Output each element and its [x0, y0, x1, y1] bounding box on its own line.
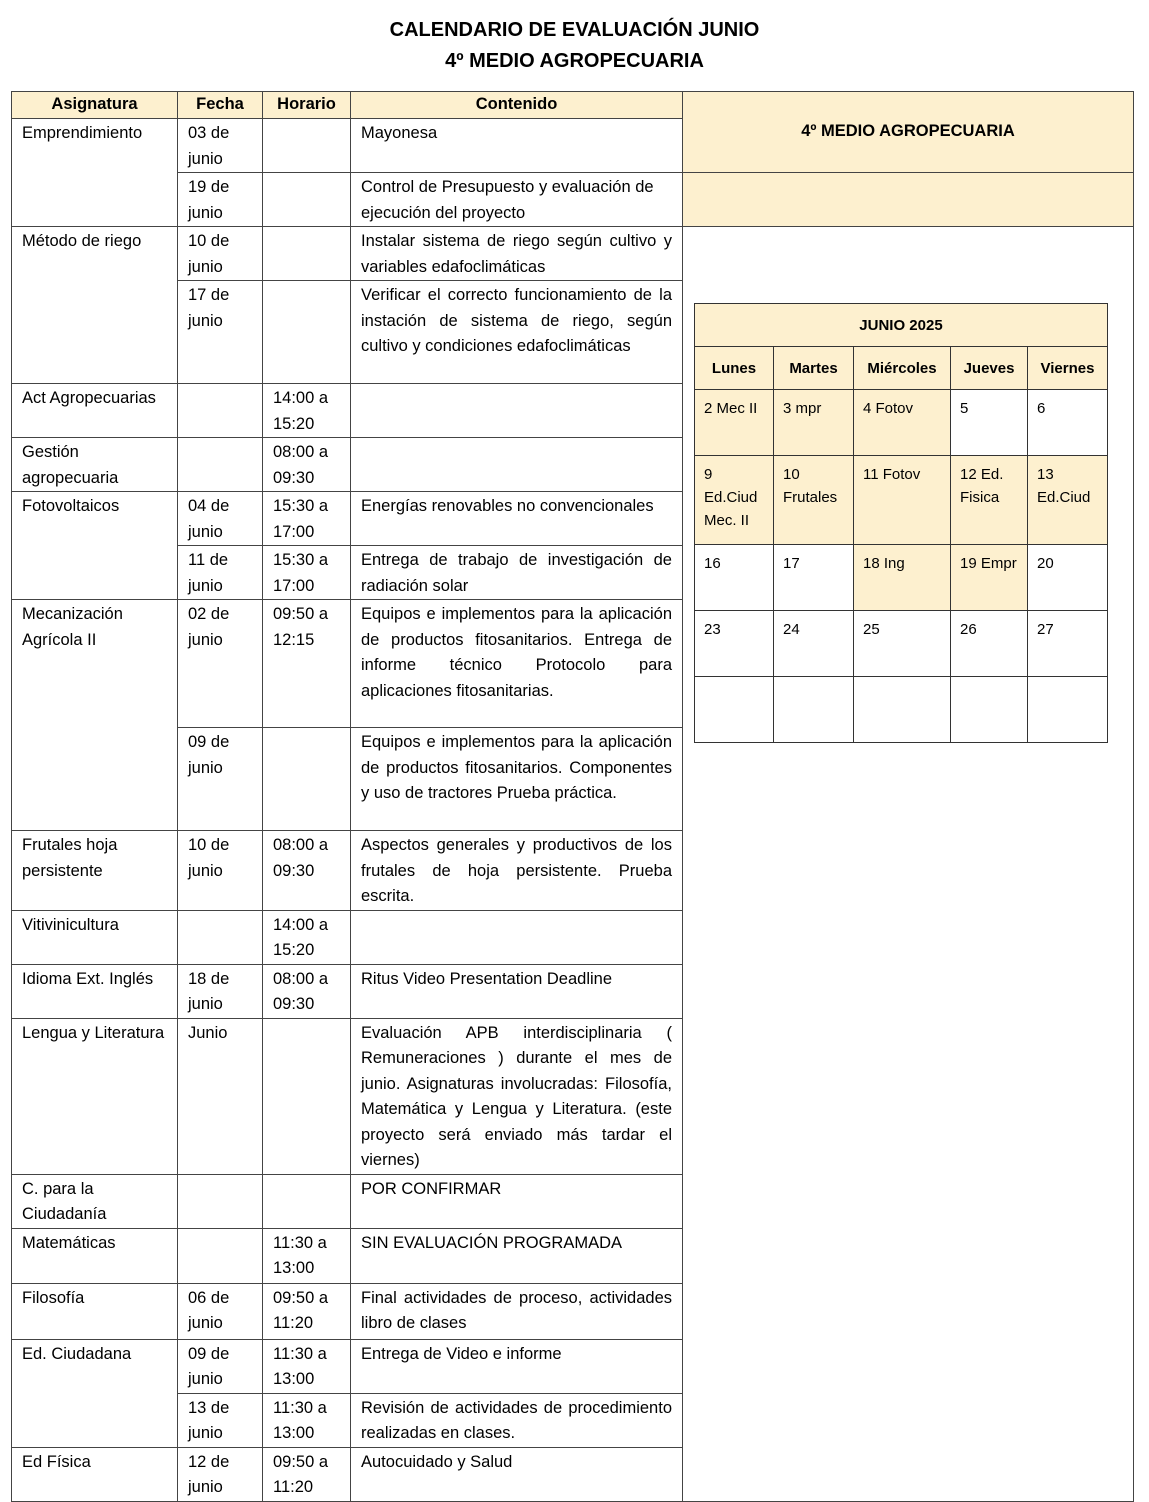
cell-contenido: Energías renovables no convencionales	[351, 492, 683, 546]
calendar-day-cell: 18 Ing	[854, 545, 951, 611]
header-fecha: Fecha	[178, 92, 263, 119]
side-header: 4º MEDIO AGROPECUARIA	[683, 92, 1134, 173]
cell-asignatura: C. para la Ciudadanía	[12, 1174, 178, 1228]
cell-fecha: 12 de junio	[178, 1447, 263, 1501]
cell-contenido: Equipos e implementos para la aplicación de productos fitosanitarios. Componentes y uso de tractores Prueba práctica.	[351, 728, 683, 831]
day-header: Lunes	[695, 347, 774, 390]
cell-asignatura: Vitivinicultura	[12, 910, 178, 964]
cell-fecha	[178, 384, 263, 438]
calendar-day-cell	[854, 677, 951, 743]
cell-horario: 09:50 a 12:15	[263, 600, 351, 728]
cell-contenido: Entrega de trabajo de investigación de radiación solar	[351, 546, 683, 600]
cell-fecha: 09 de junio	[178, 728, 263, 831]
cell-horario: 15:30 a 17:00	[263, 492, 351, 546]
day-header: Viernes	[1028, 347, 1108, 390]
cell-contenido: Instalar sistema de riego según cultivo y variables edafoclimáticas	[351, 227, 683, 281]
cell-fecha: 09 de junio	[178, 1339, 263, 1393]
cell-horario: 08:00 a 09:30	[263, 438, 351, 492]
cell-fecha	[178, 1174, 263, 1228]
cell-contenido	[351, 384, 683, 438]
cell-asignatura: Filosofía	[12, 1283, 178, 1339]
calendar-day-cell: 25	[854, 611, 951, 677]
cell-contenido: Autocuidado y Salud	[351, 1447, 683, 1501]
cell-asignatura: Frutales hoja persistente	[12, 831, 178, 911]
cell-horario: 14:00 a 15:20	[263, 910, 351, 964]
calendar-day-cell: 27	[1028, 611, 1108, 677]
cell-horario	[263, 281, 351, 384]
calendar-day-cell: 11 Fotov	[854, 456, 951, 545]
calendar-day-cell: 16	[695, 545, 774, 611]
calendar-day-cell	[1028, 677, 1108, 743]
calendar-day-cell	[951, 677, 1028, 743]
cell-horario	[263, 1174, 351, 1228]
cell-horario: 11:30 a 13:00	[263, 1228, 351, 1283]
cell-horario	[263, 227, 351, 281]
cell-contenido: POR CONFIRMAR	[351, 1174, 683, 1228]
cell-fecha	[178, 910, 263, 964]
cell-fecha: 13 de junio	[178, 1393, 263, 1447]
day-header: Miércoles	[854, 347, 951, 390]
cell-fecha	[178, 438, 263, 492]
calendar-day-cell: 24	[774, 611, 854, 677]
calendar-day-cell: 6	[1028, 390, 1108, 456]
calendar-day-cell: 4 Fotov	[854, 390, 951, 456]
cell-contenido: Revisión de actividades de procedimiento realizadas en clases.	[351, 1393, 683, 1447]
cell-horario: 11:30 a 13:00	[263, 1393, 351, 1447]
cell-contenido	[351, 910, 683, 964]
cell-contenido: Final actividades de proceso, actividades libro de clases	[351, 1283, 683, 1339]
cell-horario	[263, 173, 351, 227]
cell-contenido	[351, 438, 683, 492]
cell-asignatura: Fotovoltaicos	[12, 492, 178, 600]
cell-horario	[263, 1018, 351, 1174]
day-header: Jueves	[951, 347, 1028, 390]
cell-horario: 15:30 a 17:00	[263, 546, 351, 600]
calendar-day-cell	[774, 677, 854, 743]
cell-horario: 14:00 a 15:20	[263, 384, 351, 438]
calendar-day-cell: 10 Frutales	[774, 456, 854, 545]
cell-asignatura: Método de riego	[12, 227, 178, 384]
cell-fecha: 06 de junio	[178, 1283, 263, 1339]
cell-contenido: SIN EVALUACIÓN PROGRAMADA	[351, 1228, 683, 1283]
cell-fecha: 19 de junio	[178, 173, 263, 227]
cell-contenido: Aspectos generales y productivos de los frutales de hoja persistente. Prueba escrita.	[351, 831, 683, 911]
cell-contenido: Ritus Video Presentation Deadline	[351, 964, 683, 1018]
cell-fecha: 02 de junio	[178, 600, 263, 728]
cell-horario: 08:00 a 09:30	[263, 964, 351, 1018]
cell-asignatura: Matemáticas	[12, 1228, 178, 1283]
calendar-day-cell: 26	[951, 611, 1028, 677]
cell-asignatura: Ed Física	[12, 1447, 178, 1501]
calendar-day-cell: 17	[774, 545, 854, 611]
cell-asignatura: Emprendimiento	[12, 119, 178, 227]
cell-contenido: Verificar el correcto funcionamiento de la instación de sistema de riego, según cultivo y condiciones edafoclimáticas	[351, 281, 683, 384]
calendar-day-cell: 9 Ed.Ciud Mec. II	[695, 456, 774, 545]
cell-contenido: Entrega de Video e informe	[351, 1339, 683, 1393]
cell-contenido: Control de Presupuesto y evaluación de ejecución del proyecto	[351, 173, 683, 227]
cell-fecha: Junio	[178, 1018, 263, 1174]
cell-asignatura: Gestión agropecuaria	[12, 438, 178, 492]
cell-fecha	[178, 1228, 263, 1283]
cell-fecha: 10 de junio	[178, 227, 263, 281]
page-title: CALENDARIO DE EVALUACIÓN JUNIO	[389, 19, 760, 41]
cell-horario	[263, 728, 351, 831]
day-header: Martes	[774, 347, 854, 390]
calendar-day-cell: 5	[951, 390, 1028, 456]
calendar-day-cell: 19 Empr	[951, 545, 1028, 611]
cell-horario: 08:00 a 09:30	[263, 831, 351, 911]
side-header-blank	[683, 173, 1134, 227]
header-asignatura: Asignatura	[12, 92, 178, 119]
page-subtitle: 4º MEDIO AGROPECUARIA	[445, 50, 704, 72]
cell-asignatura: Act Agropecuarias	[12, 384, 178, 438]
cell-contenido: Mayonesa	[351, 119, 683, 173]
cell-horario	[263, 119, 351, 173]
cell-asignatura: Idioma Ext. Inglés	[12, 964, 178, 1018]
cell-contenido: Equipos e implementos para la aplicación de productos fitosanitarios. Entrega de informe técnico Protocolo para aplicaciones fitosanitarias.	[351, 600, 683, 728]
cell-asignatura: Lengua y Literatura	[12, 1018, 178, 1174]
calendar-day-cell: 20	[1028, 545, 1108, 611]
calendar-day-cell: 3 mpr	[774, 390, 854, 456]
cell-fecha: 10 de junio	[178, 831, 263, 911]
header-contenido: Contenido	[351, 92, 683, 119]
cell-horario: 09:50 a 11:20	[263, 1283, 351, 1339]
cell-horario: 09:50 a 11:20	[263, 1447, 351, 1501]
cell-fecha: 17 de junio	[178, 281, 263, 384]
june-calendar	[694, 303, 1108, 743]
cell-horario: 11:30 a 13:00	[263, 1339, 351, 1393]
cell-fecha: 03 de junio	[178, 119, 263, 173]
calendar-day-cell	[695, 677, 774, 743]
calendar-day-cell: 12 Ed. Fisica	[951, 456, 1028, 545]
calendar-title: JUNIO 2025	[695, 304, 1108, 347]
cell-contenido: Evaluación APB interdisciplinaria ( Remuneraciones ) durante el mes de junio. Asignaturas involucradas: Filosofía, Matemática y Lengua y Literatura. (este proyecto será enviado más tardar el viernes)	[351, 1018, 683, 1174]
cell-asignatura: Ed. Ciudadana	[12, 1339, 178, 1447]
header-horario: Horario	[263, 92, 351, 119]
cell-fecha: 04 de junio	[178, 492, 263, 546]
cell-fecha: 11 de junio	[178, 546, 263, 600]
cell-fecha: 18 de junio	[178, 964, 263, 1018]
calendar-day-cell: 13 Ed.Ciud	[1028, 456, 1108, 545]
cell-asignatura: Mecanización Agrícola II	[12, 600, 178, 831]
calendar-day-cell: 2 Mec II	[695, 390, 774, 456]
calendar-day-cell: 23	[695, 611, 774, 677]
